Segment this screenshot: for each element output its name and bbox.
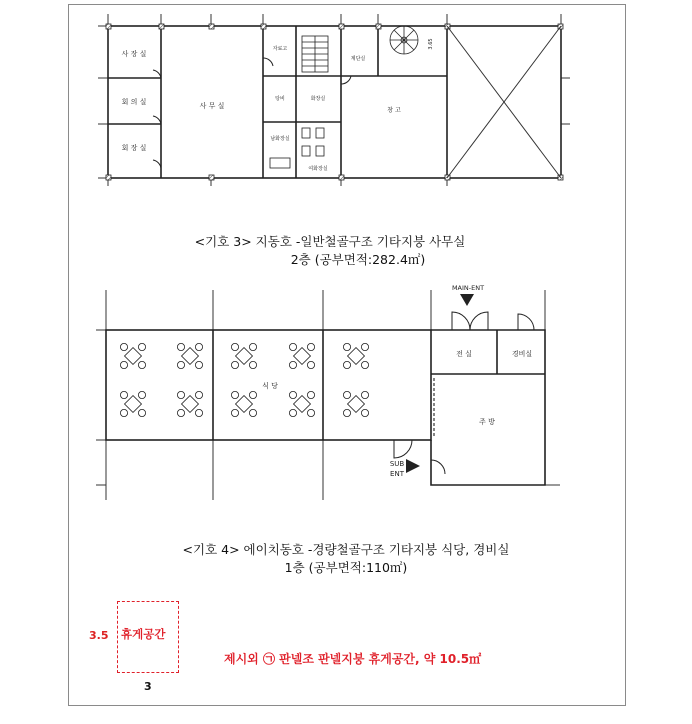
- sub-entrance-label-2: ENT: [390, 470, 404, 478]
- table-cluster: [120, 391, 145, 416]
- plan1-columns: [106, 24, 563, 180]
- room-label-room1: 전 실: [456, 350, 472, 358]
- room-label-small1: 자료고: [272, 46, 288, 52]
- room-label-r-a: 사 장 실: [121, 50, 147, 58]
- rest-area-height-dim: 3.5: [89, 629, 109, 642]
- plan1-grid-ticks: [98, 14, 570, 186]
- table-cluster: [120, 343, 145, 368]
- room-label-kitchen: 주 방: [479, 418, 495, 426]
- room-label-room2: 경비실: [511, 350, 533, 358]
- room-label-small3: 화장실: [310, 96, 326, 102]
- main-entrance-label: MAIN-ENT: [451, 284, 485, 292]
- table-cluster: [177, 343, 202, 368]
- dimension-label: 3.65: [428, 38, 434, 50]
- room-label-small4: 남화장실: [270, 136, 290, 142]
- plan1-walls: [108, 26, 561, 178]
- table-cluster: [343, 343, 368, 368]
- room-label-r-b: 회 의 실: [121, 98, 147, 106]
- room-label-small5: 여화장실: [308, 166, 328, 172]
- room-label-hall: 식 당: [262, 382, 278, 390]
- table-cluster: [289, 343, 314, 368]
- table-cluster: [231, 391, 256, 416]
- sub-entrance-arrow: [406, 459, 420, 473]
- sub-entrance-label-1: SUB: [389, 460, 405, 468]
- main-entrance-arrow: [460, 294, 474, 306]
- table-cluster: [343, 391, 368, 416]
- room-label-office: 사 무 실: [199, 102, 225, 110]
- rest-area-note: 제시외 ㉠ 판넬조 판넬지붕 휴게공간, 약 10.5㎡: [224, 652, 482, 666]
- plan2-caption-line2: 1층 (공부면적:110㎡): [284, 560, 408, 575]
- plan2-walls: [106, 330, 545, 485]
- table-cluster: [231, 343, 256, 368]
- plan1-void-x: [447, 26, 561, 178]
- table-cluster: [177, 391, 202, 416]
- plan1-caption-line2: 2층 (공부면적:282.4㎡): [290, 252, 426, 267]
- rest-area-width-dim: 3: [144, 680, 152, 693]
- plan2-caption-line1: <기호 4> 에이치동호 -경량철골구조 기타지붕 식당, 경비실: [182, 542, 510, 557]
- plan1-caption-line1: <기호 3> 지동호 -일반철골구조 기타지붕 사무실: [194, 234, 466, 249]
- plan2-doors: [394, 312, 534, 474]
- dining-tables: [120, 343, 368, 416]
- room-label-r-c: 회 장 실: [121, 144, 147, 152]
- room-label-stair: 계단실: [350, 56, 366, 62]
- plan1-toilets: [270, 128, 324, 168]
- room-label-small2: 탕비: [275, 96, 285, 102]
- rest-area-box-label: 휴게공간: [121, 627, 166, 641]
- room-label-side: 창 고: [387, 107, 401, 114]
- table-cluster: [289, 391, 314, 416]
- plan1-spiral-stair: [390, 26, 418, 54]
- plan1-stairs: [302, 36, 328, 72]
- plan2-grid-ticks: [96, 290, 560, 500]
